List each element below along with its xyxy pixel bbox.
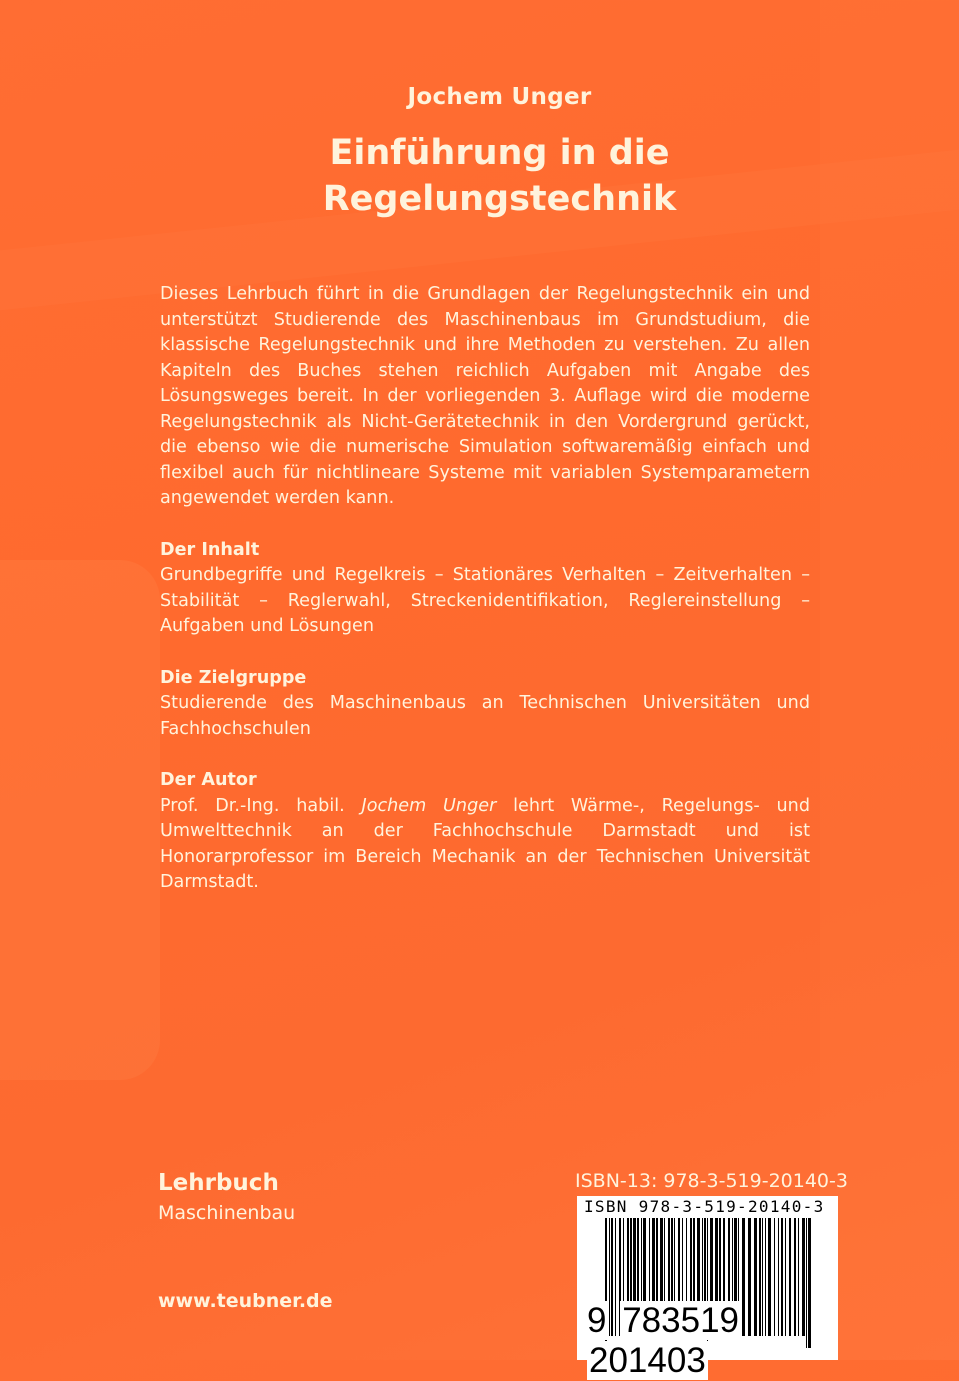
back-cover-text — [160, 282, 810, 922]
title-line-2: Regelungstechnik — [322, 179, 677, 219]
series-subtitle: Maschinenbau — [158, 1202, 296, 1224]
book-title — [0, 130, 959, 222]
barcode-digits-group1: 783519 — [622, 1301, 739, 1340]
series-info — [158, 1170, 295, 1224]
section-heading-content: Der Inhalt — [160, 539, 260, 560]
barcode-isbn-text: ISBN 978-3-519-20140-3 — [584, 1197, 825, 1216]
section-text-author — [160, 794, 810, 896]
author-bio-prefix: Prof. Dr.-Ing. habil. — [160, 795, 362, 816]
author-bio-text: lehrt Wärme-, Regelungs- und Umwelttechnik an der Fachhochschule Darmstadt und ist Honorarprofessor im Bereich Mechanik an der Technischen Universität Darmstadt. — [160, 795, 810, 892]
author-bio-name: Jochem Unger — [361, 795, 497, 816]
section-heading-audience: Die Zielgruppe — [160, 667, 307, 688]
section-heading-author: Der Autor — [160, 770, 257, 790]
section-text-content: Grundbegriffe und Regelkreis – Stationäres Verhalten – Zeitverhalten – Stabilität – Reglerwahl, Streckenidentifikation, Reglereinstellung – Aufgaben und Lösungen — [160, 565, 810, 636]
barcode-digits-group2: 201403 — [589, 1341, 706, 1380]
publisher-url[interactable]: www.teubner.de — [158, 1290, 333, 1312]
section-text-audience: Studierende des Maschinenbaus an Technischen Universitäten und Fachhochschulen — [160, 693, 810, 739]
barcode-digit-first: 9 — [587, 1301, 607, 1340]
series-label: Lehrbuch — [158, 1170, 279, 1196]
description: Dieses Lehrbuch führt in die Grundlagen der Regelungstechnik ein und unterstützt Studierende des Maschinenbaus im Grundstudium, die klassische Regelungstechnik und ihre Methoden zu verstehen. Zu allen Kapiteln des Buches stehen reichlich Aufgaben mit Angabe des Lösungsweges bereit. In der vorliegenden 3. Auflage wird die moderne Regelungstechnik als Nicht-Gerätetechnik in den Vordergrund gerückt, die ebenso wie die numerische Simulation softwaremäßig einfach und flexibel auch für nichtlineare Systeme mit variablen Systemparametern angewendet werden kann. — [160, 284, 810, 508]
author-name: Jochem Unger — [407, 84, 592, 110]
barcode-number — [585, 1301, 838, 1381]
barcode — [577, 1196, 838, 1380]
background-shape — [0, 560, 160, 1080]
title-line-1: Einführung in die — [329, 133, 670, 173]
isbn-label: ISBN-13: 978-3-519-20140-3 — [575, 1170, 848, 1192]
